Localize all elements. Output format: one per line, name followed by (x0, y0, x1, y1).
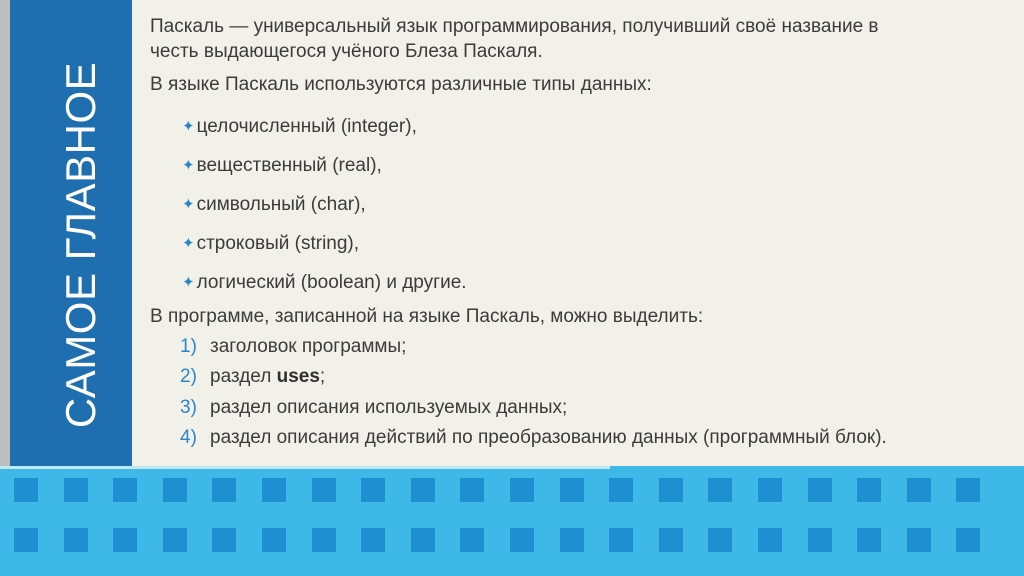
band-square (808, 528, 832, 552)
star-bullet-icon: ✦ (182, 157, 195, 174)
band-square (659, 528, 683, 552)
type-label: строковый (string), (196, 233, 360, 254)
band-square (14, 528, 38, 552)
band-square (510, 478, 534, 502)
list-item (182, 146, 1010, 185)
band-square (758, 478, 782, 502)
section-label-suffix: ; (319, 366, 326, 388)
list-item (180, 423, 1010, 454)
sections-heading: В программе, записанной на языке Паскаль, можно выделить: (150, 306, 704, 327)
band-square (956, 528, 980, 552)
list-item (182, 185, 1010, 224)
band-square (113, 478, 137, 502)
band-square (361, 528, 385, 552)
band-square (212, 478, 236, 502)
band-square (212, 528, 236, 552)
band-square (907, 478, 931, 502)
slide-content (150, 14, 1010, 453)
section-label: раздел описания действий по преобразованию данных (программный блок). (210, 427, 887, 449)
band-square (857, 528, 881, 552)
list-item (180, 362, 1010, 393)
type-label: логический (boolean) и другие. (196, 272, 467, 293)
band-square (510, 528, 534, 552)
band-square (411, 478, 435, 502)
star-bullet-icon: ✦ (182, 274, 195, 291)
list-item (182, 224, 1010, 263)
sections-list (180, 331, 1010, 453)
band-square (262, 478, 286, 502)
band-square (411, 528, 435, 552)
band-square (956, 478, 980, 502)
band-square (708, 478, 732, 502)
intro-line-1: Паскаль — универсальный язык программирования, получивший своё название в (150, 16, 879, 37)
band-square (312, 528, 336, 552)
band-square (907, 528, 931, 552)
section-label (210, 364, 325, 389)
band-square (708, 528, 732, 552)
band-square (560, 478, 584, 502)
star-bullet-icon: ✦ (182, 118, 195, 135)
section-label: заголовок программы; (210, 335, 407, 357)
band-square (758, 528, 782, 552)
star-bullet-icon: ✦ (182, 235, 195, 252)
type-label: вещественный (real), (196, 155, 382, 176)
band-square (460, 478, 484, 502)
band-square (857, 478, 881, 502)
section-label: раздел описания используемых данных; (210, 396, 568, 418)
item-number: 2) (180, 366, 197, 388)
item-number: 4) (180, 427, 197, 449)
band-square (609, 478, 633, 502)
star-bullet-icon: ✦ (182, 196, 195, 213)
band-square (659, 478, 683, 502)
band-square (361, 478, 385, 502)
band-square (163, 478, 187, 502)
band-square (64, 478, 88, 502)
decorative-band-highlight (0, 466, 610, 469)
uses-keyword: uses (276, 366, 320, 388)
band-square (14, 478, 38, 502)
sidebar-title: САМОЕ ГЛАВНОЕ (57, 61, 104, 429)
band-square (262, 528, 286, 552)
band-square (560, 528, 584, 552)
types-list (182, 107, 1010, 302)
band-square (460, 528, 484, 552)
band-square (113, 528, 137, 552)
list-item (182, 263, 1010, 302)
section-label-prefix: раздел (210, 366, 277, 388)
band-square (609, 528, 633, 552)
intro-line-2: честь выдающегося учёного Блеза Паскаля. (150, 41, 543, 62)
list-item (180, 331, 1010, 362)
band-square (808, 478, 832, 502)
band-square (163, 528, 187, 552)
item-number: 1) (180, 335, 197, 357)
type-label: символьный (char), (196, 194, 366, 215)
item-number: 3) (180, 396, 197, 418)
band-square (312, 478, 336, 502)
types-heading: В языке Паскаль используются различные типы данных: (150, 74, 652, 95)
band-square (64, 528, 88, 552)
list-item (180, 392, 1010, 423)
list-item (182, 107, 1010, 146)
type-label: целочисленный (integer), (196, 116, 417, 137)
